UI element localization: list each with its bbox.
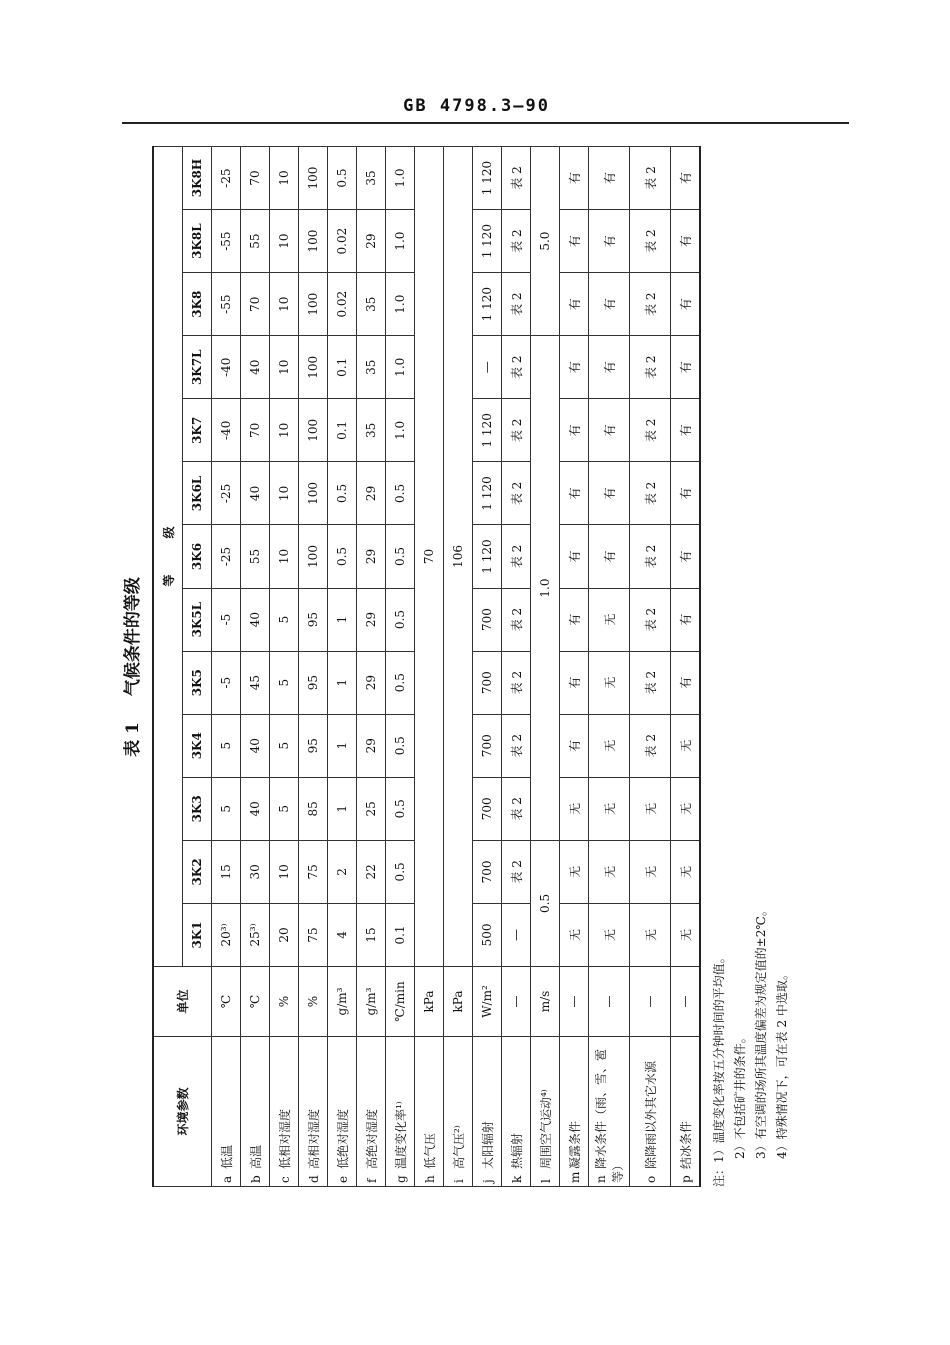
table-row bbox=[386, 146, 415, 1186]
value-cell: -5 bbox=[212, 651, 241, 714]
value-cell: 25 bbox=[357, 777, 386, 840]
value-cell: 有 bbox=[671, 651, 701, 714]
value-cell: 95 bbox=[299, 651, 328, 714]
table-row bbox=[444, 146, 473, 1186]
note-line: 3）有空调的场所其温度偏差为规定值的±2℃。 bbox=[754, 904, 768, 1159]
value-cell: — bbox=[502, 903, 531, 966]
value-cell: 5 bbox=[270, 588, 299, 651]
value-cell: 4 bbox=[328, 903, 357, 966]
value-cell: 0.1 bbox=[386, 903, 415, 966]
parameter-cell bbox=[444, 1037, 473, 1187]
parameter-name: 高温 bbox=[248, 1144, 263, 1169]
value-cell: -25 bbox=[212, 462, 241, 525]
value-cell: 55 bbox=[241, 525, 270, 588]
value-cell: 700 bbox=[473, 777, 502, 840]
value-cell: 40 bbox=[241, 777, 270, 840]
unit-cell: — bbox=[560, 967, 589, 1037]
table-title: 气候条件的等级 bbox=[123, 577, 143, 697]
parameter-name: 热辐射 bbox=[509, 1132, 524, 1169]
value-cell: 70 bbox=[241, 273, 270, 336]
value-cell: 表 2 bbox=[502, 714, 531, 777]
value-cell: 15 bbox=[212, 840, 241, 903]
unit-cell: % bbox=[299, 967, 328, 1037]
parameter-cell bbox=[299, 1037, 328, 1187]
value-cell: 表 2 bbox=[502, 777, 531, 840]
value-cell: 100 bbox=[299, 273, 328, 336]
value-cell: 无 bbox=[589, 840, 630, 903]
value-cell: 700 bbox=[473, 840, 502, 903]
value-cell: 100 bbox=[299, 462, 328, 525]
grade-header-3k7: 3K7 bbox=[183, 399, 212, 462]
parameter-name: 高气压²⁾ bbox=[451, 1125, 466, 1169]
parameter-letter: m bbox=[567, 1171, 582, 1183]
note-line: 4）特殊情况下，可在表 2 中选取。 bbox=[775, 968, 789, 1159]
value-cell: 有 bbox=[560, 210, 589, 273]
value-cell: 无 bbox=[589, 777, 630, 840]
value-cell: -40 bbox=[212, 336, 241, 399]
parameter-name: 温度变化率¹⁾ bbox=[393, 1101, 408, 1169]
value-cell: 有 bbox=[671, 210, 701, 273]
parameter-cell bbox=[270, 1037, 299, 1187]
value-cell: 无 bbox=[630, 777, 671, 840]
value-cell: 700 bbox=[473, 714, 502, 777]
grade-header-3k2: 3K2 bbox=[183, 840, 212, 903]
table-row bbox=[531, 146, 560, 1186]
value-cell: 0.1 bbox=[328, 399, 357, 462]
parameter-name: 低相对湿度 bbox=[277, 1108, 292, 1169]
value-cell: 5 bbox=[212, 714, 241, 777]
value-cell: 1.0 bbox=[386, 210, 415, 273]
value-cell: 有 bbox=[671, 273, 701, 336]
value-cell: 85 bbox=[299, 777, 328, 840]
grade-header-3k8: 3K8 bbox=[183, 273, 212, 336]
value-cell: 0.5 bbox=[386, 840, 415, 903]
standard-number: GB 4798.3—90 bbox=[403, 96, 550, 116]
parameter-cell bbox=[212, 1037, 241, 1187]
table-notes bbox=[709, 147, 793, 1187]
value-cell: 表 2 bbox=[630, 462, 671, 525]
value-cell: 70 bbox=[241, 146, 270, 209]
value-cell: 表 2 bbox=[630, 525, 671, 588]
unit-cell: g/m³ bbox=[357, 967, 386, 1037]
value-cell: 无 bbox=[589, 651, 630, 714]
value-cell: 5 bbox=[270, 714, 299, 777]
climate-grade-table bbox=[152, 146, 701, 1187]
value-cell: 0.5 bbox=[328, 462, 357, 525]
unit-cell: — bbox=[671, 967, 701, 1037]
value-cell: 55 bbox=[241, 210, 270, 273]
value-cell: 5 bbox=[270, 651, 299, 714]
value-cell: 有 bbox=[671, 399, 701, 462]
value-cell: 700 bbox=[473, 651, 502, 714]
table-row bbox=[589, 146, 630, 1186]
value-cell: 有 bbox=[589, 336, 630, 399]
value-cell: 70 bbox=[415, 146, 444, 966]
unit-cell: ℃/min bbox=[386, 967, 415, 1037]
parameter-letter: o bbox=[643, 1175, 658, 1183]
parameter-letter: l bbox=[538, 1179, 553, 1183]
value-cell: 有 bbox=[671, 462, 701, 525]
parameter-cell bbox=[357, 1037, 386, 1187]
value-cell: 表 2 bbox=[630, 714, 671, 777]
value-cell: 有 bbox=[560, 714, 589, 777]
value-cell: 1 120 bbox=[473, 273, 502, 336]
table-row bbox=[212, 146, 241, 1186]
value-cell: 100 bbox=[299, 399, 328, 462]
value-cell: 29 bbox=[357, 210, 386, 273]
value-cell: 0.5 bbox=[531, 840, 560, 966]
value-cell: 0.02 bbox=[328, 210, 357, 273]
value-cell: 表 2 bbox=[630, 273, 671, 336]
value-cell: 45 bbox=[241, 651, 270, 714]
header-rule bbox=[122, 122, 849, 124]
grade-header-3k8h: 3K8H bbox=[183, 146, 212, 209]
value-cell: 100 bbox=[299, 146, 328, 209]
value-cell: 有 bbox=[589, 399, 630, 462]
table-row bbox=[671, 146, 701, 1186]
parameter-name: 降水条件（雨、雪、雹等） bbox=[594, 1048, 625, 1183]
value-cell: 表 2 bbox=[502, 399, 531, 462]
unit-cell: W/m² bbox=[473, 967, 502, 1037]
parameter-letter: n bbox=[594, 1175, 608, 1183]
grade-header-3k6l: 3K6L bbox=[183, 462, 212, 525]
value-cell: 表 2 bbox=[630, 336, 671, 399]
grade-header-3k8l: 3K8L bbox=[183, 210, 212, 273]
value-cell: 有 bbox=[589, 210, 630, 273]
value-cell: 表 2 bbox=[630, 399, 671, 462]
value-cell: 35 bbox=[357, 399, 386, 462]
value-cell: 100 bbox=[299, 210, 328, 273]
value-cell: 1 120 bbox=[473, 146, 502, 209]
grade-header-3k6: 3K6 bbox=[183, 525, 212, 588]
value-cell: 1 bbox=[328, 777, 357, 840]
column-header-unit: 单位 bbox=[153, 967, 212, 1037]
value-cell: 40 bbox=[241, 714, 270, 777]
table-row bbox=[299, 146, 328, 1186]
parameter-cell bbox=[386, 1037, 415, 1187]
value-cell: 10 bbox=[270, 525, 299, 588]
unit-cell: — bbox=[502, 967, 531, 1037]
unit-cell: ℃ bbox=[212, 967, 241, 1037]
value-cell: 40 bbox=[241, 588, 270, 651]
value-cell: 35 bbox=[357, 146, 386, 209]
value-cell: 无 bbox=[630, 903, 671, 966]
value-cell: 0.5 bbox=[386, 651, 415, 714]
unit-cell: % bbox=[270, 967, 299, 1037]
value-cell: 29 bbox=[357, 525, 386, 588]
value-cell: 表 2 bbox=[630, 651, 671, 714]
value-cell: 0.1 bbox=[328, 336, 357, 399]
value-cell: 10 bbox=[270, 840, 299, 903]
value-cell: 表 2 bbox=[502, 651, 531, 714]
value-cell: 表 2 bbox=[502, 525, 531, 588]
table-row bbox=[630, 146, 671, 1186]
value-cell: 0.5 bbox=[386, 588, 415, 651]
parameter-name: 低绝对湿度 bbox=[335, 1108, 350, 1169]
table-row bbox=[502, 146, 531, 1186]
value-cell: 有 bbox=[671, 336, 701, 399]
value-cell: 29 bbox=[357, 588, 386, 651]
value-cell: 有 bbox=[560, 273, 589, 336]
value-cell: 表 2 bbox=[502, 462, 531, 525]
table-row bbox=[473, 146, 502, 1186]
parameter-name: 周围空气运动⁴⁾ bbox=[538, 1089, 553, 1169]
value-cell: 1 120 bbox=[473, 525, 502, 588]
value-cell: 2 bbox=[328, 840, 357, 903]
parameter-letter: d bbox=[306, 1175, 321, 1183]
value-cell: 有 bbox=[560, 146, 589, 209]
value-cell: 表 2 bbox=[502, 273, 531, 336]
parameter-name: 太阳辐射 bbox=[480, 1120, 495, 1169]
value-cell: 有 bbox=[560, 525, 589, 588]
parameter-name: 高绝对湿度 bbox=[364, 1108, 379, 1169]
value-cell: 1.0 bbox=[386, 146, 415, 209]
value-cell: 1.0 bbox=[386, 399, 415, 462]
value-cell: 0.5 bbox=[386, 525, 415, 588]
parameter-letter: h bbox=[422, 1175, 437, 1183]
value-cell: 有 bbox=[560, 336, 589, 399]
value-cell: 有 bbox=[560, 651, 589, 714]
value-cell: 有 bbox=[671, 146, 701, 209]
parameter-letter: a bbox=[219, 1175, 234, 1183]
value-cell: 有 bbox=[589, 146, 630, 209]
value-cell: 30 bbox=[241, 840, 270, 903]
value-cell: -55 bbox=[212, 210, 241, 273]
value-cell: 无 bbox=[671, 777, 701, 840]
rotated-table-block bbox=[118, 147, 808, 1187]
parameter-cell bbox=[671, 1037, 701, 1187]
table-row bbox=[270, 146, 299, 1186]
value-cell: 75 bbox=[299, 840, 328, 903]
value-cell: 表 2 bbox=[502, 840, 531, 903]
parameter-name: 低温 bbox=[219, 1144, 234, 1169]
value-cell: -55 bbox=[212, 273, 241, 336]
value-cell: -25 bbox=[212, 146, 241, 209]
grade-header-3k5: 3K5 bbox=[183, 651, 212, 714]
value-cell: 0.5 bbox=[328, 525, 357, 588]
value-cell: 1.0 bbox=[531, 336, 560, 841]
value-cell: 1.0 bbox=[386, 273, 415, 336]
value-cell: 100 bbox=[299, 525, 328, 588]
value-cell: 20 bbox=[270, 903, 299, 966]
value-cell: 表 2 bbox=[502, 146, 531, 209]
value-cell: 1 120 bbox=[473, 462, 502, 525]
table-row bbox=[241, 146, 270, 1186]
parameter-name: 低气压 bbox=[422, 1132, 437, 1169]
parameter-cell bbox=[531, 1037, 560, 1187]
value-cell: 40 bbox=[241, 462, 270, 525]
value-cell: 有 bbox=[671, 525, 701, 588]
table-row bbox=[328, 146, 357, 1186]
value-cell: 10 bbox=[270, 399, 299, 462]
value-cell: 20³⁾ bbox=[212, 903, 241, 966]
unit-cell: — bbox=[630, 967, 671, 1037]
table-row bbox=[357, 146, 386, 1186]
value-cell: 1.0 bbox=[386, 336, 415, 399]
value-cell: 表 2 bbox=[630, 146, 671, 209]
value-cell: — bbox=[473, 336, 502, 399]
parameter-letter: k bbox=[509, 1175, 524, 1183]
table-body bbox=[212, 146, 701, 1186]
value-cell: 1 bbox=[328, 714, 357, 777]
value-cell: 无 bbox=[560, 840, 589, 903]
value-cell: 有 bbox=[589, 462, 630, 525]
value-cell: 5.0 bbox=[531, 146, 560, 335]
value-cell: 无 bbox=[589, 588, 630, 651]
value-cell: 无 bbox=[560, 777, 589, 840]
parameter-letter: i bbox=[451, 1179, 466, 1183]
unit-cell: ℃ bbox=[241, 967, 270, 1037]
parameter-letter: j bbox=[480, 1179, 495, 1183]
table-number: 表 1 bbox=[123, 722, 143, 757]
value-cell: 35 bbox=[357, 273, 386, 336]
grade-header-3k5l: 3K5L bbox=[183, 588, 212, 651]
value-cell: 95 bbox=[299, 588, 328, 651]
value-cell: 无 bbox=[589, 903, 630, 966]
grade-header-3k7l: 3K7L bbox=[183, 336, 212, 399]
parameter-cell bbox=[241, 1037, 270, 1187]
parameter-letter: f bbox=[364, 1178, 379, 1183]
value-cell: -25 bbox=[212, 525, 241, 588]
value-cell: 0.02 bbox=[328, 273, 357, 336]
unit-cell: m/s bbox=[531, 967, 560, 1037]
value-cell: 无 bbox=[671, 903, 701, 966]
parameter-letter: c bbox=[277, 1176, 292, 1183]
parameter-letter: p bbox=[678, 1175, 693, 1183]
value-cell: 75 bbox=[299, 903, 328, 966]
value-cell: 有 bbox=[560, 399, 589, 462]
value-cell: -40 bbox=[212, 399, 241, 462]
value-cell: 106 bbox=[444, 146, 473, 966]
grade-header-3k1: 3K1 bbox=[183, 903, 212, 966]
parameter-cell bbox=[473, 1037, 502, 1187]
value-cell: 无 bbox=[671, 714, 701, 777]
value-cell: 表 2 bbox=[630, 588, 671, 651]
value-cell: 700 bbox=[473, 588, 502, 651]
value-cell: 0.5 bbox=[386, 777, 415, 840]
value-cell: 10 bbox=[270, 336, 299, 399]
value-cell: 有 bbox=[560, 588, 589, 651]
column-header-grade: 等 级 bbox=[153, 146, 183, 966]
value-cell: 25³⁾ bbox=[241, 903, 270, 966]
value-cell: 35 bbox=[357, 336, 386, 399]
value-cell: 0.5 bbox=[386, 462, 415, 525]
parameter-name: 结冰条件 bbox=[678, 1120, 693, 1169]
unit-cell: kPa bbox=[415, 967, 444, 1037]
value-cell: 1 120 bbox=[473, 210, 502, 273]
value-cell: 1 bbox=[328, 651, 357, 714]
value-cell: 无 bbox=[630, 840, 671, 903]
grade-header-3k3: 3K3 bbox=[183, 777, 212, 840]
value-cell: 5 bbox=[212, 777, 241, 840]
value-cell: 有 bbox=[560, 462, 589, 525]
unit-cell: g/m³ bbox=[328, 967, 357, 1037]
parameter-cell bbox=[630, 1037, 671, 1187]
value-cell: 无 bbox=[589, 714, 630, 777]
value-cell: 有 bbox=[671, 588, 701, 651]
value-cell: 表 2 bbox=[502, 210, 531, 273]
parameter-name: 高相对湿度 bbox=[306, 1108, 321, 1169]
value-cell: 10 bbox=[270, 210, 299, 273]
value-cell: 15 bbox=[357, 903, 386, 966]
value-cell: 70 bbox=[241, 399, 270, 462]
value-cell: 5 bbox=[270, 777, 299, 840]
parameter-name: 除降雨以外其它水源 bbox=[643, 1060, 658, 1169]
value-cell: 无 bbox=[560, 903, 589, 966]
value-cell: 0.5 bbox=[386, 714, 415, 777]
value-cell: 40 bbox=[241, 336, 270, 399]
parameter-cell bbox=[415, 1037, 444, 1187]
value-cell: 10 bbox=[270, 462, 299, 525]
parameter-name: 凝露条件 bbox=[567, 1120, 582, 1169]
parameter-cell bbox=[589, 1037, 630, 1187]
value-cell: 100 bbox=[299, 336, 328, 399]
table-caption bbox=[118, 147, 148, 1187]
grade-header-3k4: 3K4 bbox=[183, 714, 212, 777]
value-cell: 无 bbox=[671, 840, 701, 903]
value-cell: 有 bbox=[589, 525, 630, 588]
parameter-cell bbox=[560, 1037, 589, 1187]
parameter-letter: g bbox=[393, 1175, 408, 1183]
value-cell: -5 bbox=[212, 588, 241, 651]
value-cell: 29 bbox=[357, 462, 386, 525]
parameter-letter: b bbox=[248, 1175, 263, 1183]
parameter-cell bbox=[328, 1037, 357, 1187]
table-row bbox=[415, 146, 444, 1186]
value-cell: 表 2 bbox=[630, 210, 671, 273]
value-cell: 表 2 bbox=[502, 336, 531, 399]
note-line: 2）不包括矿井的条件。 bbox=[733, 1031, 747, 1159]
value-cell: 1 bbox=[328, 588, 357, 651]
value-cell: 0.5 bbox=[328, 146, 357, 209]
value-cell: 29 bbox=[357, 651, 386, 714]
value-cell: 22 bbox=[357, 840, 386, 903]
value-cell: 10 bbox=[270, 146, 299, 209]
value-cell: 29 bbox=[357, 714, 386, 777]
value-cell: 表 2 bbox=[502, 588, 531, 651]
parameter-letter: e bbox=[335, 1175, 350, 1183]
value-cell: 95 bbox=[299, 714, 328, 777]
value-cell: 10 bbox=[270, 273, 299, 336]
note-line: 注：1）温度变化率按五分钟时间的平均值。 bbox=[712, 951, 726, 1187]
unit-cell: kPa bbox=[444, 967, 473, 1037]
column-header-parameter: 环境参数 bbox=[153, 1037, 212, 1187]
parameter-cell bbox=[502, 1037, 531, 1187]
table-row bbox=[560, 146, 589, 1186]
unit-cell: — bbox=[589, 967, 630, 1037]
value-cell: 500 bbox=[473, 903, 502, 966]
value-cell: 1 120 bbox=[473, 399, 502, 462]
value-cell: 有 bbox=[589, 273, 630, 336]
